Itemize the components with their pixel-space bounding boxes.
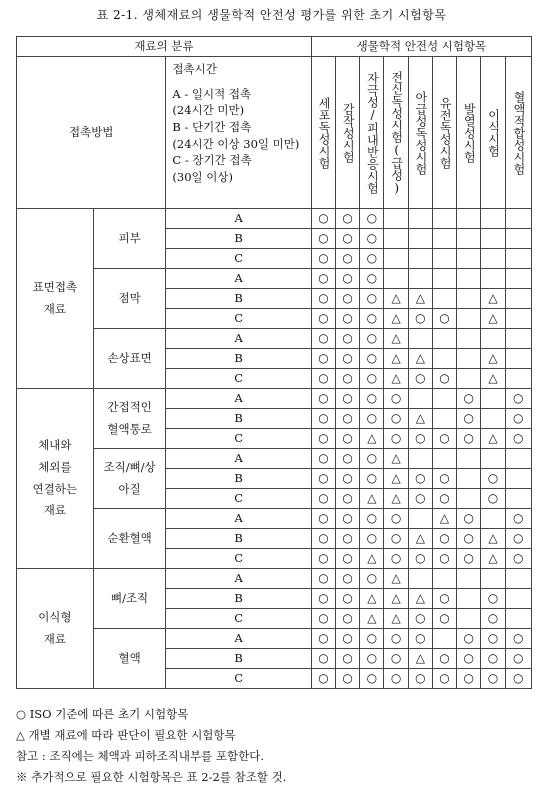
test-mark: ○ — [360, 349, 384, 369]
contact-time-line: (24시간 이상 30일 미만) — [172, 136, 300, 151]
test-mark — [481, 509, 505, 529]
test-mark: ○ — [408, 669, 432, 689]
sub-label: 피부 — [93, 209, 166, 269]
table-row — [17, 449, 532, 469]
header-test-label: 아급성독성시험 — [413, 90, 428, 175]
test-mark: ○ — [336, 349, 360, 369]
contact-code: C — [166, 429, 311, 449]
test-mark: ○ — [408, 469, 432, 489]
test-mark — [481, 269, 505, 289]
test-mark: ○ — [360, 449, 384, 469]
test-mark: ○ — [336, 289, 360, 309]
test-mark — [457, 449, 481, 469]
sub-label: 손상표면 — [93, 329, 166, 389]
header-test-label: 전신독성시험(급성) — [389, 70, 404, 195]
test-mark: ○ — [311, 389, 335, 409]
header-test-5 — [408, 57, 432, 209]
test-mark: △ — [384, 489, 408, 509]
test-mark: ○ — [505, 529, 531, 549]
contact-code: B — [166, 469, 311, 489]
test-mark: ○ — [457, 429, 481, 449]
test-mark: ○ — [336, 529, 360, 549]
test-mark: ○ — [336, 589, 360, 609]
test-mark: ○ — [311, 209, 335, 229]
test-mark: △ — [432, 509, 456, 529]
group-label: 이식형 재료 — [17, 569, 94, 689]
test-mark: △ — [408, 529, 432, 549]
test-mark: ○ — [360, 629, 384, 649]
test-mark: ○ — [408, 429, 432, 449]
test-mark: ○ — [384, 529, 408, 549]
test-mark — [408, 569, 432, 589]
test-mark — [457, 369, 481, 389]
test-mark: ○ — [336, 229, 360, 249]
test-mark — [481, 229, 505, 249]
test-mark: ○ — [360, 509, 384, 529]
contact-time-title: 접촉시간 — [172, 62, 217, 76]
test-mark: △ — [384, 449, 408, 469]
test-mark: △ — [384, 609, 408, 629]
test-mark: ○ — [408, 489, 432, 509]
table-caption: 표 2-1. 생체재료의 생물학적 안전성 평가를 위한 초기 시험항목 — [96, 8, 447, 22]
test-mark: ○ — [360, 469, 384, 489]
test-mark — [505, 569, 531, 589]
test-mark: △ — [384, 569, 408, 589]
contact-code: C — [166, 249, 311, 269]
test-mark: ○ — [408, 369, 432, 389]
contact-code: B — [166, 529, 311, 549]
test-mark: △ — [384, 589, 408, 609]
note-additional: ※ 추가적으로 필요한 시험항목은 표 2-2를 참조할 것. — [16, 770, 287, 784]
sub-label: 뼈/조직 — [93, 569, 166, 629]
test-mark: ○ — [481, 609, 505, 629]
test-mark: ○ — [457, 389, 481, 409]
test-mark — [457, 329, 481, 349]
test-mark: ○ — [311, 449, 335, 469]
test-mark: ○ — [408, 629, 432, 649]
test-mark: ○ — [505, 409, 531, 429]
test-mark: ○ — [384, 509, 408, 529]
contact-time-line: B - 단기간 접촉 — [172, 120, 252, 135]
contact-code: B — [166, 229, 311, 249]
test-mark — [457, 589, 481, 609]
test-mark: ○ — [457, 669, 481, 689]
test-mark — [432, 209, 456, 229]
test-mark: ○ — [311, 229, 335, 249]
table-row — [17, 509, 532, 529]
test-mark: ○ — [336, 449, 360, 469]
test-mark: ○ — [457, 649, 481, 669]
test-mark — [481, 249, 505, 269]
contact-code: A — [166, 449, 311, 469]
test-mark: ○ — [457, 529, 481, 549]
test-mark: △ — [384, 329, 408, 349]
test-mark — [505, 249, 531, 269]
table-row — [17, 569, 532, 589]
header-test-8 — [481, 57, 505, 209]
contact-code: C — [166, 489, 311, 509]
test-mark — [408, 449, 432, 469]
test-mark: ○ — [360, 669, 384, 689]
test-mark: ○ — [336, 549, 360, 569]
test-mark: ○ — [360, 649, 384, 669]
test-mark — [457, 289, 481, 309]
table-row — [17, 209, 532, 229]
test-mark: ○ — [311, 409, 335, 429]
test-mark: ○ — [432, 369, 456, 389]
test-mark: △ — [384, 469, 408, 489]
test-mark — [408, 229, 432, 249]
test-mark: ○ — [360, 369, 384, 389]
test-mark — [384, 249, 408, 269]
test-mark — [457, 309, 481, 329]
test-mark — [505, 349, 531, 369]
test-mark — [505, 269, 531, 289]
test-mark: ○ — [336, 469, 360, 489]
header-test-7 — [457, 57, 481, 209]
header-test-2 — [336, 57, 360, 209]
test-mark: ○ — [384, 549, 408, 569]
test-mark: ○ — [360, 329, 384, 349]
notes — [16, 704, 286, 788]
test-mark: ○ — [311, 349, 335, 369]
test-mark: ○ — [360, 289, 384, 309]
test-mark — [408, 269, 432, 289]
test-mark: ○ — [432, 609, 456, 629]
test-mark: ○ — [360, 389, 384, 409]
contact-code: C — [166, 669, 311, 689]
test-mark: ○ — [432, 489, 456, 509]
test-mark: △ — [408, 649, 432, 669]
contact-code: A — [166, 569, 311, 589]
sub-label: 조직/뼈/상 아질 — [93, 449, 166, 509]
group-label: 표면접촉 재료 — [17, 209, 94, 389]
test-mark: ○ — [505, 549, 531, 569]
test-mark — [457, 609, 481, 629]
test-mark: ○ — [481, 469, 505, 489]
contact-time-line: C - 장기간 접촉 — [172, 153, 252, 168]
test-mark: ○ — [311, 469, 335, 489]
test-mark: △ — [408, 349, 432, 369]
contact-code: C — [166, 369, 311, 389]
test-mark: ○ — [336, 489, 360, 509]
test-mark — [408, 249, 432, 269]
test-mark — [505, 449, 531, 469]
test-mark: ○ — [311, 329, 335, 349]
test-mark: ○ — [311, 649, 335, 669]
contact-code: A — [166, 509, 311, 529]
test-mark: ○ — [432, 309, 456, 329]
test-mark: △ — [481, 369, 505, 389]
sub-label: 점막 — [93, 269, 166, 329]
test-mark — [457, 489, 481, 509]
test-mark: △ — [360, 489, 384, 509]
test-mark: ○ — [384, 649, 408, 669]
test-mark — [408, 209, 432, 229]
test-mark: ○ — [311, 549, 335, 569]
sub-label: 순환혈액 — [93, 509, 166, 569]
contact-code: C — [166, 549, 311, 569]
test-mark: ○ — [336, 649, 360, 669]
test-mark: △ — [384, 309, 408, 329]
contact-code: B — [166, 649, 311, 669]
test-mark: ○ — [457, 509, 481, 529]
contact-code: B — [166, 349, 311, 369]
table-row — [17, 629, 532, 649]
header-test-label: 세포독성시험 — [317, 96, 332, 169]
header-test-9 — [505, 57, 531, 209]
test-mark: ○ — [336, 269, 360, 289]
table-row — [17, 329, 532, 349]
test-mark: ○ — [336, 429, 360, 449]
test-mark: ○ — [336, 669, 360, 689]
test-mark: ○ — [481, 489, 505, 509]
test-mark — [432, 349, 456, 369]
test-mark: ○ — [360, 269, 384, 289]
test-mark — [505, 469, 531, 489]
test-mark: ○ — [432, 649, 456, 669]
test-mark — [505, 489, 531, 509]
test-mark: ○ — [505, 429, 531, 449]
test-mark — [432, 289, 456, 309]
test-mark — [457, 349, 481, 369]
test-mark: ○ — [311, 589, 335, 609]
test-mark — [432, 249, 456, 269]
test-mark: ○ — [457, 409, 481, 429]
test-mark: ○ — [432, 469, 456, 489]
test-mark — [408, 509, 432, 529]
test-mark: △ — [408, 409, 432, 429]
test-mark — [505, 329, 531, 349]
test-mark — [505, 369, 531, 389]
test-mark: ○ — [505, 389, 531, 409]
contact-code: A — [166, 389, 311, 409]
contact-code: C — [166, 309, 311, 329]
header-test-label: 유전독성시험 — [438, 96, 453, 169]
sub-label: 혈액 — [93, 629, 166, 689]
test-mark: ○ — [311, 629, 335, 649]
test-mark: ○ — [360, 529, 384, 549]
test-mark — [408, 329, 432, 349]
test-mark: △ — [384, 289, 408, 309]
test-mark: ○ — [408, 309, 432, 329]
test-mark: ○ — [384, 429, 408, 449]
contact-code: A — [166, 329, 311, 349]
header-test-label: 자극성/피내반응시험 — [365, 71, 380, 194]
test-mark: ○ — [360, 409, 384, 429]
test-mark: ○ — [481, 589, 505, 609]
test-mark: ○ — [336, 209, 360, 229]
test-mark — [408, 389, 432, 409]
test-mark — [505, 229, 531, 249]
test-mark: ○ — [481, 629, 505, 649]
sub-label: 간접적인 혈액통로 — [93, 389, 166, 449]
test-mark: △ — [384, 369, 408, 389]
test-mark — [432, 409, 456, 429]
header-test-label: 발열성시험 — [462, 102, 477, 163]
test-mark: ○ — [336, 569, 360, 589]
test-mark: ○ — [360, 249, 384, 269]
test-mark: △ — [360, 589, 384, 609]
test-mark: ○ — [384, 389, 408, 409]
test-mark: ○ — [408, 609, 432, 629]
header-test-label: 혈액적합성시험 — [511, 90, 526, 175]
test-mark: ○ — [311, 249, 335, 269]
test-mark — [481, 449, 505, 469]
test-mark: ○ — [336, 509, 360, 529]
test-mark — [432, 229, 456, 249]
test-mark: △ — [481, 289, 505, 309]
test-mark: ○ — [505, 649, 531, 669]
test-mark: ○ — [505, 509, 531, 529]
test-mark: △ — [481, 349, 505, 369]
test-mark — [481, 389, 505, 409]
test-mark — [457, 469, 481, 489]
header-contact-time — [166, 57, 311, 209]
table-row — [17, 389, 532, 409]
test-mark — [481, 209, 505, 229]
contact-code: B — [166, 289, 311, 309]
test-mark — [457, 569, 481, 589]
note-circle: ○ ISO 기준에 따른 초기 시험항목 — [16, 707, 189, 721]
contact-code: B — [166, 589, 311, 609]
contact-code: B — [166, 409, 311, 429]
test-mark: ○ — [457, 549, 481, 569]
test-mark: ○ — [311, 569, 335, 589]
test-mark: ○ — [457, 629, 481, 649]
test-mark — [505, 589, 531, 609]
note-reference: 참고 : 조직에는 체액과 피하조직내부를 포함한다. — [16, 749, 264, 763]
test-mark: ○ — [336, 369, 360, 389]
test-mark: △ — [408, 289, 432, 309]
test-mark — [505, 309, 531, 329]
header-test-label: 이식시험 — [486, 108, 501, 157]
group-label: 체내와 체외를 연결하는 재료 — [17, 389, 94, 569]
test-mark — [384, 209, 408, 229]
test-mark: ○ — [408, 549, 432, 569]
test-mark: ○ — [311, 529, 335, 549]
test-mark: ○ — [481, 669, 505, 689]
test-mark: ○ — [336, 629, 360, 649]
safety-test-table — [16, 36, 532, 689]
test-mark — [432, 329, 456, 349]
test-mark — [384, 269, 408, 289]
contact-code: A — [166, 209, 311, 229]
test-mark: ○ — [360, 209, 384, 229]
header-material-class: 재료의 분류 — [17, 37, 312, 57]
test-mark: ○ — [432, 589, 456, 609]
test-mark — [432, 629, 456, 649]
test-mark: △ — [360, 429, 384, 449]
header-test-4 — [384, 57, 408, 209]
test-mark: ○ — [311, 369, 335, 389]
test-mark — [505, 289, 531, 309]
contact-time-line: (24시간 미만) — [172, 103, 245, 118]
test-mark — [432, 269, 456, 289]
test-mark: ○ — [311, 489, 335, 509]
contact-code: A — [166, 629, 311, 649]
test-mark — [432, 569, 456, 589]
test-mark — [457, 209, 481, 229]
test-mark: ○ — [336, 309, 360, 329]
header-test-label: 감작성시험 — [341, 102, 356, 163]
contact-time-line: A - 일시적 접촉 — [172, 86, 252, 101]
contact-code: A — [166, 269, 311, 289]
test-mark: ○ — [311, 269, 335, 289]
test-mark: ○ — [311, 429, 335, 449]
contact-code: C — [166, 609, 311, 629]
test-mark: △ — [481, 529, 505, 549]
test-mark: △ — [408, 589, 432, 609]
test-mark: ○ — [384, 669, 408, 689]
test-mark: ○ — [360, 309, 384, 329]
contact-time-line: (30일 이상) — [172, 170, 234, 185]
test-mark: △ — [384, 349, 408, 369]
test-mark: ○ — [432, 429, 456, 449]
test-mark: ○ — [336, 329, 360, 349]
test-mark — [481, 569, 505, 589]
note-triangle: △ 개별 재료에 따라 판단이 필요한 시험항목 — [16, 728, 236, 742]
test-mark: ○ — [311, 309, 335, 329]
test-mark — [432, 389, 456, 409]
table-row — [17, 269, 532, 289]
header-bio-tests: 생물학적 안전성 시험항목 — [311, 37, 531, 57]
test-mark: △ — [360, 549, 384, 569]
header-test-3 — [360, 57, 384, 209]
test-mark: ○ — [384, 629, 408, 649]
test-mark: ○ — [505, 669, 531, 689]
test-mark: ○ — [336, 249, 360, 269]
test-mark: ○ — [432, 669, 456, 689]
test-mark: ○ — [432, 549, 456, 569]
test-mark — [481, 329, 505, 349]
test-mark: ○ — [311, 609, 335, 629]
test-mark — [384, 229, 408, 249]
test-mark: ○ — [505, 629, 531, 649]
test-mark: △ — [360, 609, 384, 629]
test-mark: ○ — [360, 569, 384, 589]
test-mark: △ — [481, 429, 505, 449]
test-mark: △ — [481, 549, 505, 569]
test-mark: ○ — [311, 289, 335, 309]
test-mark — [457, 269, 481, 289]
test-mark — [432, 449, 456, 469]
test-mark: ○ — [336, 609, 360, 629]
test-mark: △ — [481, 309, 505, 329]
header-test-6 — [432, 57, 456, 209]
test-mark: ○ — [481, 649, 505, 669]
test-mark: ○ — [336, 389, 360, 409]
test-mark — [457, 249, 481, 269]
test-mark: ○ — [360, 229, 384, 249]
header-test-1 — [311, 57, 335, 209]
test-mark — [481, 409, 505, 429]
test-mark — [505, 209, 531, 229]
test-mark: ○ — [336, 409, 360, 429]
test-mark: ○ — [311, 509, 335, 529]
test-mark: ○ — [432, 529, 456, 549]
test-mark: ○ — [384, 409, 408, 429]
test-mark — [505, 609, 531, 629]
header-contact-method: 접촉방법 — [17, 57, 166, 209]
test-mark — [457, 229, 481, 249]
test-mark: ○ — [311, 669, 335, 689]
